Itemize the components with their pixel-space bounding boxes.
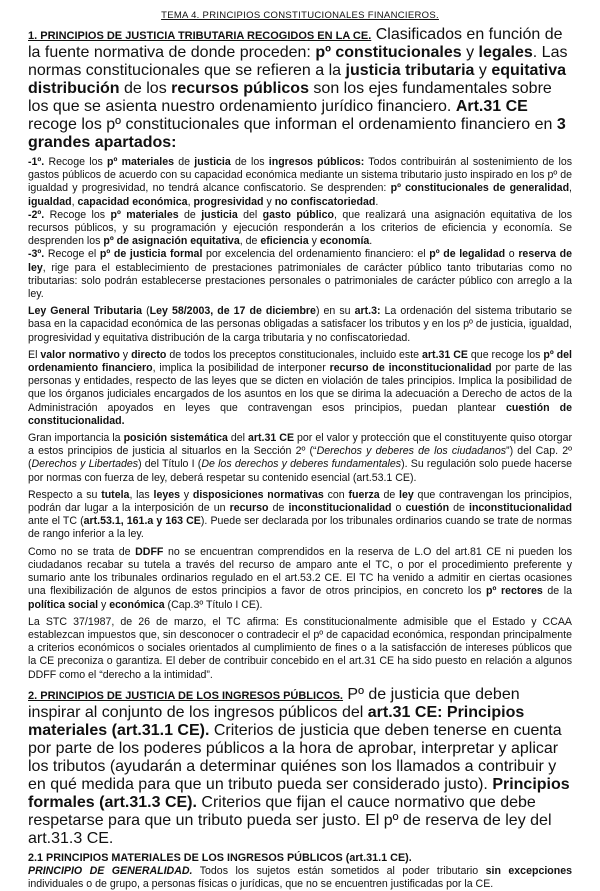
section-1-heading: 1. PRINCIPIOS DE JUSTICIA TRIBUTARIA RECOGIDOS EN LA CE. bbox=[28, 30, 372, 42]
section-2-1-heading: 2.1 PRINCIPIOS MATERIALES DE LOS INGRESOS PÚBLICOS (art.31.1 CE). bbox=[28, 851, 412, 864]
systematic-position-paragraph: Gran importancia la posición sistemática del art.31 CE por el valor y protección que el constituyente quiso otorgar a estos principios de justicia al situarlos en la Sección 2º (“Derechos y deberes de los ciudadanos”) del Cap. 2º (Derechos y Libertades) del Título I (De los derechos y deberes fundamentales). Su regulación solo puede hacerse por normas con fuerza de ley, deberá respetar su contenido esencial (art.53.1 CE). bbox=[28, 432, 573, 484]
document-title: TEMA 4. PRINCIPIOS CONSTITUCIONALES FINANCIEROS. bbox=[161, 10, 439, 21]
generality-paragraph: PRINCIPIO DE GENERALIDAD. Todos los sujetos están sometidos al poder tributario sin excepciones individuales o de grupo, a personas físicas o jurídicas, que no se encuentren justificadas por la CE. bbox=[28, 864, 572, 890]
section-1-point-2: -2º. Recoge los pº materiales de justicia del gasto público, que realizará una asignación equitativa de los recursos públicos, y su programación y ejecución responderán a los criterios de eficiencia y economía. Se desprenden los pº de asignación equitativa, de eficiencia y economía. bbox=[28, 208, 572, 248]
section-1-point-3: -3º. Recoge el pº de justicia formal por excelencia del ordenamiento financiero: el pº de legalidad o reserva de ley, rige para el establecimiento de prestaciones patrimoniales de carácter público tanto tributarias como no tributarias: solo podrán establecerse prestaciones personales o patrimoniales de carácter público con arreglo a la ley. bbox=[28, 248, 573, 301]
tutela-paragraph: Respecto a su tutela, las leyes y disposiciones normativas con fuerza de ley que contravengan los principios, podrán dar lugar a la interposición de un recurso de inconstitucionalidad o cuestión de inconstitucionalidad ante el TC (art.53.1, 161.a y 163 CE). Puede ser declarada por los tribunales ordinarios cuando se trate de normas de rango inferior a la ley. bbox=[28, 488, 573, 541]
stc-paragraph: La STC 37/1987, de 26 de marzo, el TC afirma: Es constitucionalmente admisible que el Estado y CCAA establezcan impuestos que, sin desconocer o contradecir el pº de capacidad económica, respondan principalmente a criterios económicos o sociales orientados al cumplimiento de fines o a la satisfacción de intereses públicos que la CE preconiza o garantiza. El deber de contribuir concebido en el art.31 CE ha sido puesto en relación a algunos DDFF como el “derecho a la intimidad”. bbox=[28, 615, 572, 681]
section-1-point-1: -1º. Recoge los pº materiales de justicia de los ingresos públicos: Todos contribuirán al sostenimiento de los gastos públicos de acuerdo con su capacidad económica mediante un sistema tributario justo inspirado en los pº de igualdad y progresividad, no tendrá alcance confiscatorio. Se desprenden: pº constitucionales de generalidad, igualdad, capacidad económica, progresividad y no confiscatoriedad. bbox=[28, 156, 573, 208]
normative-value-paragraph: El valor normativo y directo de todos los preceptos constitucionales, incluido este art.31 CE que recoge los pº del ordenamiento financiero, implica la posibilidad de interponer recurso de inconstitucionalidad por parte de las personas y entidades, respecto de las leyes que se dicten en violación de tales principios. Implica la posibilidad de que los órganos judiciales encargados de los asuntos en los que se dirima la adecuación a Derecho de actos de la Administración apoyados en leyes que contravengan esos principios, puedan plantear cuestión de constitucionalidad. bbox=[28, 348, 572, 427]
document-page: TEMA 4. PRINCIPIOS CONSTITUCIONALES FINANCIEROS. 1. PRINCIPIOS DE JUSTICIA TRIBUTARIA RECOGIDOS EN LA CE. Clasificados en función de la fuente normativa de donde proceden: pº constitucionales y legales. Las normas constitucionales que se refieren a la justicia tributaria y equitativa distribución de los recursos públicos son los ejes fundamentales sobre los que se asienta nuestro ordenamiento jurídico financiero. Art.31 CE recoge los pº constitucionales que informan el ordenamiento financiero en 3 grandes apartados: -1º. Recoge los pº materiales de justicia de los ingresos públicos: Todos contribuirán al sostenimiento de los gastos públicos de acuerdo con su capacidad económica mediante un sistema tributario justo inspirado en los pº de igualdad y progresividad, no tendrá alcance confiscatorio. Se desprenden: pº constitucionales de generalidad, igualdad, capacidad económica, progresividad y no confiscatoriedad. -2º. Recoge los pº materiales de justicia del gasto público, que realizará una asignación equitativa de los recursos públicos, y su programación y ejecución responderán a los criterios de eficiencia y economía. Se desprenden los pº de asignación equitativa, de eficiencia y economía. -3º. Recoge el pº de justicia formal por excelencia del ordenamiento financiero: el pº de legalidad o reserva de ley, rige para el establecimiento de prestaciones patrimoniales de carácter público tanto tributarias como no tributarias: solo podrán establecerse prestaciones personales o patrimoniales de carácter público con arreglo a la ley. Ley General Tributaria (Ley 58/2003, de 17 de diciembre) en su art.3: La ordenación del sistema tributario se basa en la capacidad económica de las personas obligadas a satisfacer los tributos y en los pº de justicia, igualdad, progresividad y equitativa distribución de la carga tributaria y no confiscatoriedad. El valor normativo y directo de todos los preceptos constitucionales, incluido este art.31 CE que recoge los pº del ordenamiento financiero, implica la posibilidad de interponer recurso de inconstitucionalidad por parte de las personas y entidades, respecto de las leyes que se dicten en violación de tales principios. Implica la posibilidad de que los órganos judiciales encargados de los asuntos en los que se dirima la adecuación a Derecho de actos de la Administración apoyados en leyes que contravengan esos principios, puedan plantear cuestión de constitucionalidad. Gran importancia la posición sistemática del art.31 CE por el valor y protección que el constituyente quiso otorgar a estos principios de justicia al situarlos en la Sección 2º (“Derechos y deberes de los ciudadanos”) del Cap. 2º (Derechos y Libertades) del Título I (De los derechos y deberes fundamentales). Su regulación solo puede hacerse por normas con fuerza de ley, deberá respetar su contenido esencial (art.53.1 CE). Respecto a su tutela, las leyes y disposiciones normativas con fuerza de ley que contravengan los principios, podrán dar lugar a la interposición de un recurso de inconstitucionalidad o cuestión de inconstitucionalidad ante el TC (art.53.1, 161.a y 163 CE). Puede ser declarada por los tribunales ordinarios cuando se trate de normas de rango inferior a la ley. Como no se trata de DDFF no se encuentran comprendidos en la reserva de L.O del art.81 CE ni pueden los ciudadanos recabar su tutela a través del recurso de amparo ante el TC, o por el procedimiento preferente y sumario ante los tribunales ordinarios regulado en el art.53.2 CE. El TC ha venido a admitir en ciertas ocasiones una flexibilización de algunos de estos principios a favor de otros principios, en concreto los pº rectores de la política social y económica (Cap.3º Título I CE). La STC 37/1987, de 26 de marzo, el TC afirma: Es constitucionalmente admisible que el Estado y CCAA establezcan impuestos que, sin desconocer o contradecir el pº de capacidad económica, respondan principalmente a criterios económicos o sociales orientados al cumplimiento de fines o a la satisfacción de intereses públicos que la CE preconiza o garantiza. El deber de contribuir concebido en el art.31 CE ha sido puesto en relación a algunos DDFF como el “derecho a la intimidad”. 2. PRINCIPIOS DE JUSTICIA DE LOS INGRESOS PÚBLICOS. Pº de justicia que deben inspirar al conjunto de los ingresos públicos del art.31 CE: Principios materiales (art.31.1 CE). Criterios de justicia que deben tenerse en cuenta por parte de los poderes públicos a la hora de aprobar, interpretar y aplicar los tributos (ayudarán a determinar quiénes son los llamados a contribuir y en qué medida para que un tributo pueda ser considerado justo). Principios formales (art.31.3 CE). Criterios que fijan el cauce normativo que debe respetarse para que un tributo pueda ser justo. El pº de reserva de ley del art.31.3 CE. 2.1 PRINCIPIOS MATERIALES DE LOS INGRESOS PÚBLICOS (art.31.1 CE). PRINCIPIO DE GENERALIDAD. Todos los sujetos están sometidos al poder tributario sin excepciones individuales o de grupo, a personas físicas o jurídicas, que no se encuentren justificadas por la CE. bbox=[28, 10, 573, 890]
lgt-paragraph: Ley General Tributaria (Ley 58/2003, de 17 de diciembre) en su art.3: La ordenación del sistema tributario se basa en la capacidad económica de las personas obligadas a satisfacer los tributos y en los pº de justicia, igualdad, progresividad y equitativa distribución de la carga tributaria y no confiscatoriedad. bbox=[28, 305, 572, 344]
ddff-paragraph: Como no se trata de DDFF no se encuentran comprendidos en la reserva de L.O del art.81 CE ni pueden los ciudadanos recabar su tutela a través del recurso de amparo ante el TC, o por el procedimiento preferente y sumario ante los tribunales ordinarios regulado en el art.53.2 CE. El TC ha venido a admitir en ciertas ocasiones una flexibilización de algunos de estos principios a favor de otros principios, en concreto los pº rectores de la política social y económica (Cap.3º Título I CE). bbox=[28, 545, 572, 611]
section-2-heading: 2. PRINCIPIOS DE JUSTICIA DE LOS INGRESOS PÚBLICOS. bbox=[28, 689, 343, 702]
